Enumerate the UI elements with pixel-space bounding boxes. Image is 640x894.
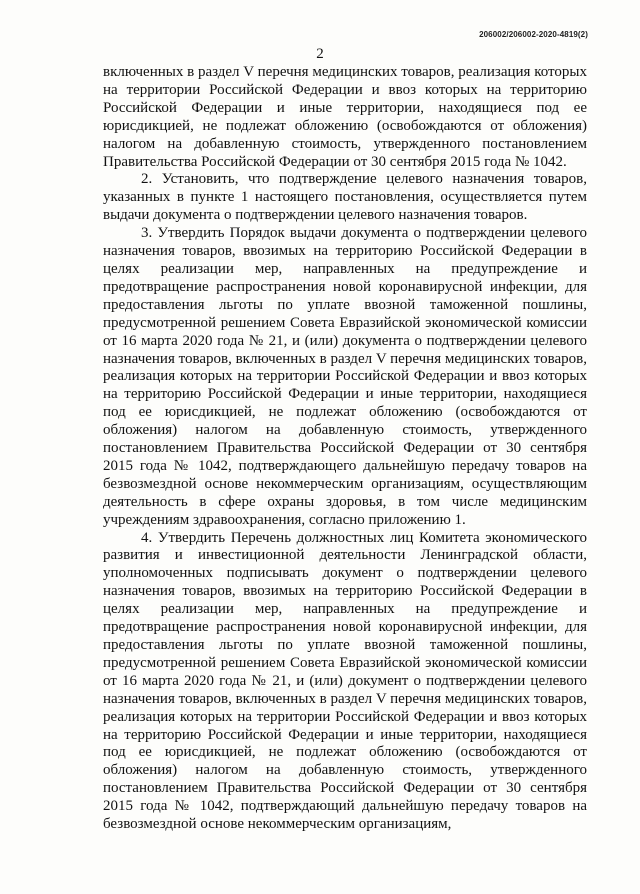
paragraph-item-4: 4. Утвердить Перечень должностных лиц Комитета экономического развития и инвестиционной деятельности Ленинградской области, уполномоченных подписывать документ о подтверждении целевого назначения товаров, ввозимых на территорию Российской Федерации в целях реализации мер, направленных на предупреждение и предотвращение распространения новой коронавирусной инфекции, для предоставления льготы по уплате ввозной таможенной пошлины, предусмотренной решением Совета Евразийской экономической комиссии от 16 марта 2020 года № 21, и (или) документ о подтверждении целевого назначения товаров, включенных в раздел V перечня медицинских товаров, реализация которых на территории Российской Федерации и ввоз которых на территорию Российской Федерации и иные территории, находящиеся под ее юрисдикцией, не подлежат обложению (освобождаются от обложения) налогом на добавленную стоимость, утвержденного постановлением Правительства Российской Федерации от 30 сентября 2015 года № 1042, подтверждающий дальнейшую передачу товаров на безвозмездной основе некоммерческим организациям, [103,529,587,833]
page-number: 2 [316,46,324,62]
paragraph-item-2: 2. Установить, что подтверждение целевого назначения товаров, указанных в пункте 1 настоящего постановления, осуществляется путем выдачи документа о подтверждении целевого назначения товаров. [103,171,587,224]
paragraph-continuation: включенных в раздел V перечня медицинских товаров, реализация которых на территории Российской Федерации и ввоз которых на территорию Российской Федерации и иные территории, находящиеся под ее юрисдикцией, не подлежат обложению (освобождаются от обложения) налогом на добавленную стоимость, утвержденного постановлением Правительства Российской Федерации от 30 сентября 2015 года № 1042. [103,64,587,170]
document-id: 206002/206002-2020-4819(2) [479,30,588,39]
document-body [103,64,587,834]
paragraph-item-3: 3. Утвердить Порядок выдачи документа о подтверждении целевого назначения товаров, ввозимых на территорию Российской Федерации в целях реализации мер, направленных на предупреждение и предотвращение распространения новой коронавирусной инфекции, для предоставления льготы по уплате ввозной таможенной пошлины, предусмотренной решением Совета Евразийской экономической комиссии от 16 марта 2020 года № 21, и (или) документа о подтверждении целевого назначения товаров, включенных в раздел V перечня медицинских товаров, реализация которых на территории Российской Федерации и ввоз которых на территорию Российской Федерации и иные территории, находящиеся под ее юрисдикцией, не подлежат обложению (освобождаются от обложения) налогом на добавленную стоимость, утвержденного постановлением Правительства Российской Федерации от 30 сентября 2015 года № 1042, подтверждающего дальнейшую передачу товаров на безвозмездной основе некоммерческим организациям, осуществляющим деятельность в сфере охраны здоровья, в том числе медицинским учреждениям здравоохранения, согласно приложению 1. [103,225,587,528]
